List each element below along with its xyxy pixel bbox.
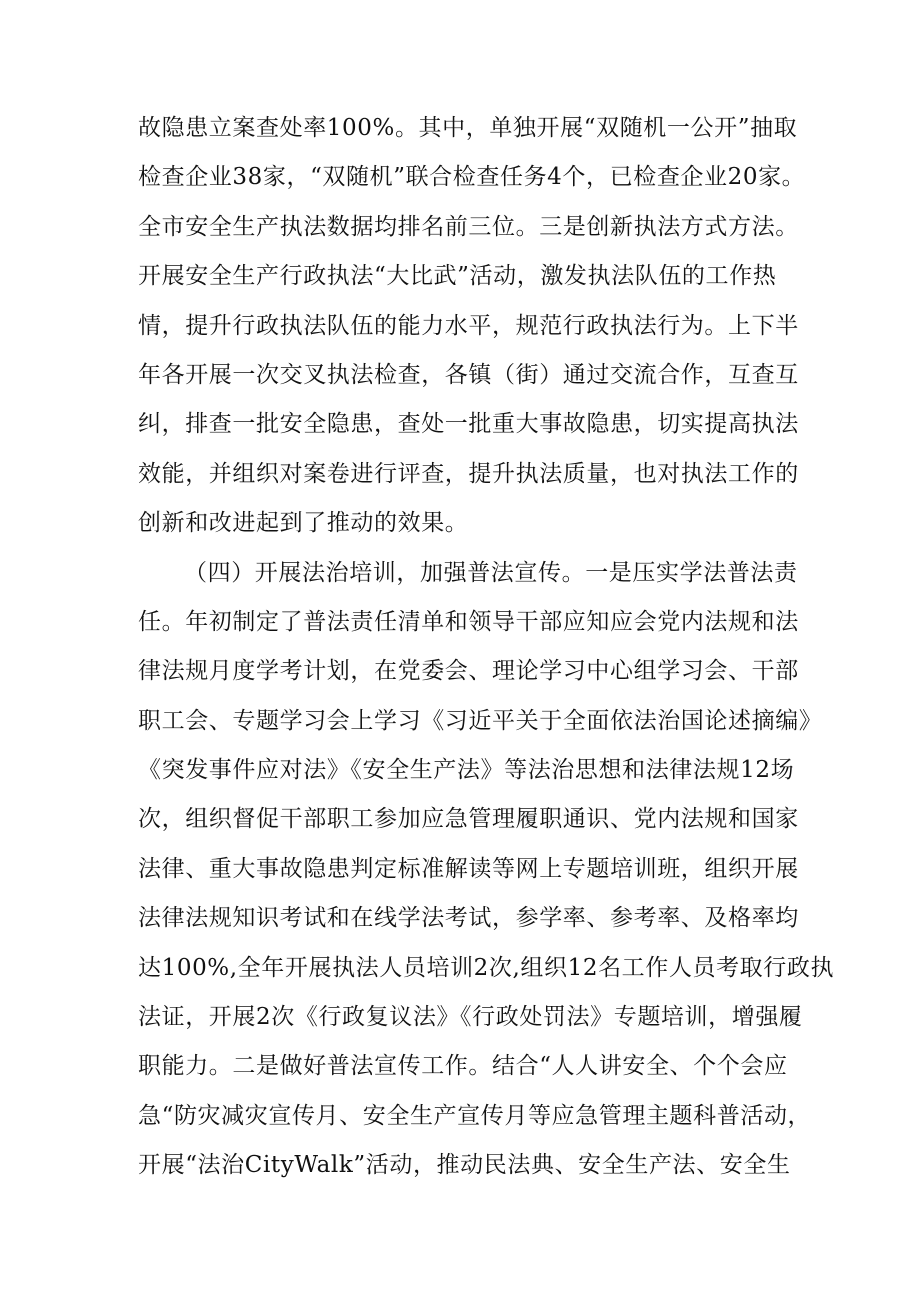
text-line: 律法规月度学考计划，在党委会、理论学习中心组学习会、干部 bbox=[138, 658, 799, 685]
text-line: 急“防灾减灾宣传月、安全生产宣传月等应急管理主题科普活动， bbox=[138, 1102, 812, 1129]
text-line: 检查企业38家，“双随机”联合检查任务4个，已检查企业20家。 bbox=[138, 164, 806, 191]
text-line: 效能，并组织对案卷进行评查，提升执法质量，也对执法工作的 bbox=[138, 460, 799, 487]
text-line: 全市安全生产执法数据均排名前三位。三是创新执法方式方法。 bbox=[138, 213, 799, 240]
text-line: 故隐患立案查处率100%。其中，单独开展“双随机一公开”抽取 bbox=[138, 115, 798, 141]
text-line: 《突发事件应对法》《安全生产法》等法治思想和法律法规12场 bbox=[138, 757, 795, 784]
section-heading-line: （四）开展法治培训，加强普法宣传。一是压实学法普法责 bbox=[184, 559, 798, 586]
text-line: 开展安全生产行政执法“大比武”活动，激发执法队伍的工作热 bbox=[138, 263, 777, 290]
body-text bbox=[138, 104, 835, 1191]
text-line: 任。年初制定了普法责任清单和领导干部应知应会党内法规和法 bbox=[138, 608, 799, 635]
text-line: 法证，开展2次《行政复议法》《行政处罚法》专题培训，增强履 bbox=[138, 1004, 803, 1031]
text-line: 情，提升行政执法队伍的能力水平，规范行政执法行为。上下半 bbox=[138, 312, 799, 339]
text-line: 创新和改进起到了推动的效果。 bbox=[138, 510, 469, 537]
text-line: 达100%,全年开展执法人员培训2次,组织12名工作人员考取行政执 bbox=[138, 954, 835, 981]
text-line: 法律法规知识考试和在线学法考试，参学率、参考率、及格率均 bbox=[138, 905, 799, 932]
text-line: 次，组织督促干部职工参加应急管理履职通识、党内法规和国家 bbox=[138, 806, 799, 833]
text-line: 职工会、专题学习会上学习《习近平关于全面依法治国论述摘编》 bbox=[138, 707, 823, 734]
text-line: 年各开展一次交叉执法检查，各镇（街）通过交流合作，互查互 bbox=[138, 361, 799, 388]
text-line: 职能力。二是做好普法宣传工作。结合“人人讲安全、个个会应 bbox=[138, 1053, 788, 1080]
text-line: 法律、重大事故隐患判定标准解读等网上专题培训班，组织开展 bbox=[138, 855, 799, 882]
text-line: 纠，排查一批安全隐患，查处一批重大事故隐患，切实提高执法 bbox=[138, 411, 799, 438]
text-line: 开展“法治CityWalk”活动，推动民法典、安全生产法、安全生 bbox=[138, 1152, 791, 1179]
